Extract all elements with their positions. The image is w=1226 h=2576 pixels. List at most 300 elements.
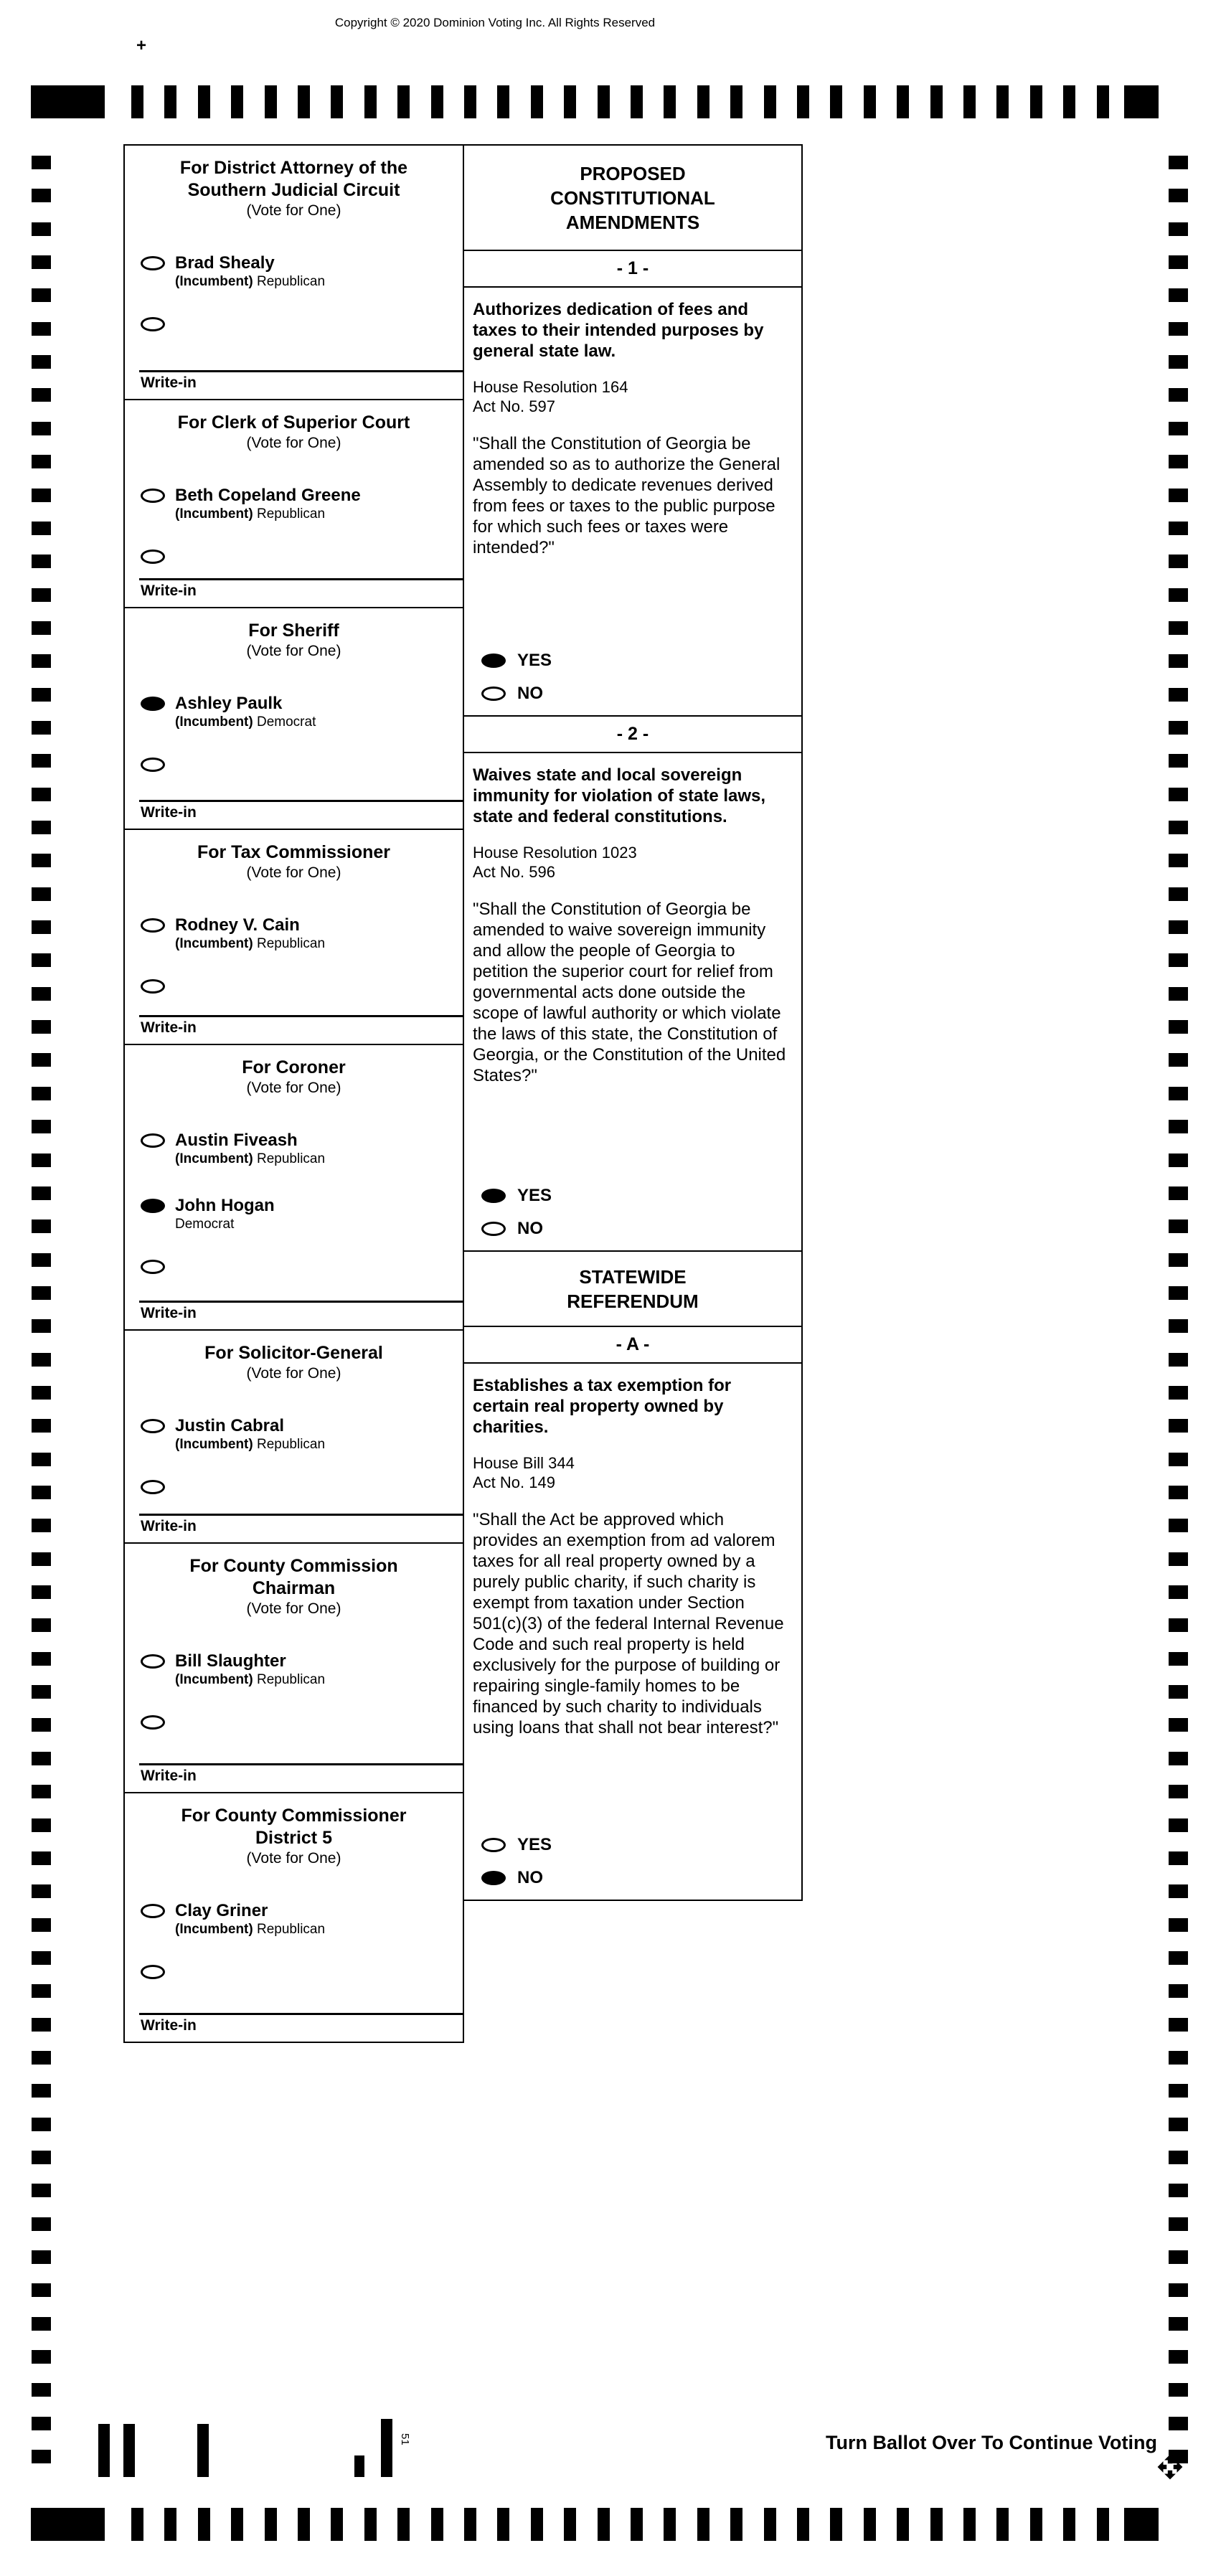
timing-mark — [32, 1153, 51, 1167]
timing-mark — [32, 854, 51, 867]
timing-mark — [32, 2283, 51, 2297]
timing-mark — [265, 2508, 277, 2541]
timing-mark — [1124, 85, 1159, 118]
write-in-oval[interactable] — [141, 1965, 165, 1979]
selection-oval[interactable] — [481, 1871, 506, 1885]
timing-mark — [1169, 953, 1188, 967]
measures-section-header — [464, 1252, 801, 1327]
timing-mark — [1169, 854, 1188, 867]
timing-mark — [32, 1286, 51, 1300]
measure-summary: Establishes a tax exemption for certain real property owned by charities. — [473, 1376, 732, 1437]
stub-mark — [381, 2419, 392, 2477]
measure-section — [464, 1327, 801, 1900]
party-label: Democrat — [257, 714, 316, 730]
candidate-name: Beth Copeland Greene — [175, 486, 361, 505]
timing-mark — [131, 2508, 143, 2541]
timing-mark — [1169, 222, 1188, 236]
candidate-name: Clay Griner — [175, 1901, 268, 1920]
timing-mark — [1169, 2450, 1188, 2463]
timing-mark — [1169, 2084, 1188, 2098]
reference-line: House Resolution 164 — [473, 378, 628, 396]
write-in-area[interactable] — [139, 1514, 463, 1542]
timing-mark — [32, 1652, 51, 1666]
candidate-detail — [175, 1151, 325, 1167]
timing-mark — [1169, 255, 1188, 269]
timing-mark — [32, 1685, 51, 1699]
selection-oval[interactable] — [481, 1838, 506, 1852]
timing-mark — [32, 788, 51, 801]
write-in-label: Write-in — [141, 374, 197, 391]
timing-mark — [32, 721, 51, 735]
turn-ballot-over-text: Turn Ballot Over To Continue Voting — [826, 2432, 1157, 2453]
write-in-oval[interactable] — [141, 1260, 165, 1274]
write-in-oval[interactable] — [141, 317, 165, 331]
stub-number: 51 — [399, 2433, 411, 2445]
incumbent-label: (Incumbent) — [175, 1437, 253, 1452]
contest-title — [125, 1544, 463, 1600]
reference-line: Act No. 596 — [473, 863, 555, 881]
timing-mark — [1169, 1552, 1188, 1566]
timing-mark — [1169, 156, 1188, 169]
candidate-info — [175, 1131, 325, 1167]
timing-mark — [364, 85, 377, 118]
timing-mark — [1169, 1286, 1188, 1300]
choice-row — [481, 651, 801, 671]
contest-title — [125, 1331, 463, 1364]
candidate-info — [175, 486, 361, 522]
timing-mark — [1169, 2184, 1188, 2197]
candidate-info — [175, 1196, 275, 1232]
timing-mark — [764, 85, 776, 118]
candidate-name: Ashley Paulk — [175, 694, 283, 713]
timing-mark — [1169, 1984, 1188, 1998]
selection-oval[interactable] — [141, 256, 165, 270]
contest-title-line: Southern Judicial Circuit — [187, 180, 400, 200]
party-label: Republican — [257, 936, 326, 951]
ballot-content — [123, 144, 803, 2043]
candidate-row — [141, 915, 463, 952]
candidate-row — [141, 253, 463, 290]
measures-column — [464, 144, 803, 1901]
timing-mark — [32, 2018, 51, 2032]
timing-mark — [32, 754, 51, 768]
timing-mark — [598, 85, 610, 118]
timing-mark — [32, 2417, 51, 2430]
timing-mark — [32, 489, 51, 502]
timing-mark — [32, 1552, 51, 1566]
candidate-name: John Hogan — [175, 1196, 275, 1215]
contest-title — [125, 1045, 463, 1079]
candidate-name: Austin Fiveash — [175, 1131, 298, 1150]
selection-oval[interactable] — [481, 1189, 506, 1203]
timing-mark — [631, 85, 643, 118]
timing-mark — [164, 85, 176, 118]
timing-mark — [1124, 2508, 1159, 2541]
candidate-row — [141, 1651, 463, 1688]
timing-mark — [1169, 2118, 1188, 2131]
measure-number: - 1 - — [464, 251, 801, 288]
measure-question: "Shall the Act be approved which provides an exemption from ad valorem taxes for all real property owned by a purely public charity, if such charity is exempt from taxation under Section 501(c)(3) of the federal Internal Revenue Code and such real property is held exclusively for the purpose of building or repairing single-family homes to be financed by such charity to individuals using loans that shall not bear interest?" — [473, 1510, 784, 1737]
candidate-info — [175, 1901, 325, 1938]
incumbent-label: (Incumbent) — [175, 1151, 253, 1166]
choice-row — [481, 684, 801, 704]
write-in-label: Write-in — [141, 1518, 197, 1534]
contest-box — [125, 1544, 463, 1793]
candidate-row — [141, 694, 463, 730]
timing-mark — [1063, 2508, 1075, 2541]
write-in-oval[interactable] — [141, 1715, 165, 1730]
timing-mark — [331, 85, 343, 118]
timing-mark — [32, 2184, 51, 2197]
candidate-info — [175, 253, 325, 290]
contest-box — [125, 1045, 463, 1331]
candidate-detail — [175, 1671, 325, 1688]
timing-mark — [1097, 2508, 1109, 2541]
timing-mark — [32, 1319, 51, 1333]
timing-mark — [32, 1851, 51, 1865]
timing-mark — [1169, 1618, 1188, 1632]
timing-mark — [1169, 1120, 1188, 1133]
measure-body — [464, 753, 801, 1086]
timing-mark — [1169, 821, 1188, 834]
candidate-name: Rodney V. Cain — [175, 915, 300, 935]
incumbent-label: (Incumbent) — [175, 714, 253, 730]
timing-mark — [963, 85, 976, 118]
contest-title-line: For Sheriff — [248, 621, 339, 641]
contest-title-line: For Tax Commissioner — [197, 842, 391, 862]
write-in-label: Write-in — [141, 582, 197, 599]
timing-mark — [1169, 1818, 1188, 1832]
timing-mark — [996, 2508, 1009, 2541]
candidate-row — [141, 1196, 463, 1232]
timing-mark — [298, 2508, 310, 2541]
measure-body — [464, 288, 801, 558]
write-in-area[interactable] — [139, 800, 463, 829]
candidate-info — [175, 694, 316, 730]
measures-section-header — [464, 146, 801, 251]
stub-mark — [354, 2455, 364, 2477]
candidate-info — [175, 1416, 325, 1453]
timing-mark — [32, 255, 51, 269]
timing-mark — [32, 2217, 51, 2231]
timing-mark — [32, 1486, 51, 1499]
timing-mark — [730, 85, 742, 118]
incumbent-label: (Incumbent) — [175, 1672, 253, 1687]
timing-mark — [864, 85, 876, 118]
incumbent-label: (Incumbent) — [175, 1922, 253, 1937]
timing-mark — [397, 2508, 410, 2541]
header-line: PROPOSED — [580, 162, 686, 184]
timing-mark — [32, 1186, 51, 1200]
timing-mark — [930, 2508, 943, 2541]
timing-mark — [697, 2508, 709, 2541]
choice-row — [481, 1835, 801, 1855]
timing-mark — [32, 920, 51, 934]
write-in-row — [141, 1962, 463, 1979]
timing-mark — [32, 2450, 51, 2463]
selection-oval[interactable] — [141, 489, 165, 503]
timing-mark — [32, 555, 51, 568]
timing-mark — [1169, 1486, 1188, 1499]
measure-reference — [473, 1453, 791, 1492]
timing-mark — [32, 1087, 51, 1100]
selection-oval[interactable] — [481, 1222, 506, 1236]
measure-reference — [473, 843, 791, 882]
timing-mark — [1169, 2350, 1188, 2364]
measure-choices — [464, 1822, 801, 1900]
timing-mark — [1169, 920, 1188, 934]
timing-mark — [32, 1253, 51, 1267]
vote-for-instruction: (Vote for One) — [246, 1850, 341, 1867]
incumbent-label: (Incumbent) — [175, 936, 253, 951]
vote-for-instruction: (Vote for One) — [246, 435, 341, 451]
timing-mark — [1169, 688, 1188, 702]
write-in-label: Write-in — [141, 1768, 197, 1784]
selection-oval[interactable] — [141, 1654, 165, 1669]
timing-mark — [1169, 1153, 1188, 1167]
contest-title-line: For County Commission — [189, 1556, 398, 1576]
reference-line: Act No. 149 — [473, 1473, 555, 1491]
timing-mark — [164, 2508, 176, 2541]
party-label: Republican — [257, 274, 326, 289]
timing-mark — [1169, 654, 1188, 668]
timing-mark — [497, 2508, 509, 2541]
write-in-area[interactable] — [139, 1301, 463, 1329]
selection-oval[interactable] — [141, 1133, 165, 1148]
write-in-label: Write-in — [141, 804, 197, 821]
timing-mark — [531, 85, 543, 118]
write-in-area[interactable] — [139, 1015, 463, 1044]
measure-section — [464, 251, 801, 717]
measure-number: - A - — [464, 1327, 801, 1364]
write-in-area[interactable] — [139, 1763, 463, 1792]
timing-mark — [397, 85, 410, 118]
timing-mark — [1169, 887, 1188, 901]
timing-mark — [1169, 1453, 1188, 1466]
timing-mark — [431, 2508, 443, 2541]
candidate-name: Justin Cabral — [175, 1416, 285, 1435]
vote-for-instruction: (Vote for One) — [246, 1080, 341, 1096]
write-in-label: Write-in — [141, 2017, 197, 2034]
choice-label: YES — [517, 1186, 552, 1205]
selection-oval[interactable] — [141, 1199, 165, 1213]
timing-mark — [1169, 987, 1188, 1001]
timing-mark — [32, 1020, 51, 1034]
timing-mark — [1169, 1685, 1188, 1699]
selection-oval[interactable] — [141, 1904, 165, 1918]
registration-plus-mark: + — [136, 36, 147, 55]
timing-mark — [797, 2508, 809, 2541]
candidate-info — [175, 1651, 325, 1688]
selection-oval[interactable] — [481, 687, 506, 701]
timing-mark — [32, 156, 51, 169]
timing-mark — [897, 85, 909, 118]
timing-mark — [1169, 1020, 1188, 1034]
contest-title-line: District 5 — [255, 1828, 332, 1848]
timing-mark — [32, 1585, 51, 1599]
measure-summary: Authorizes dedication of fees and taxes to their intended purposes by general state law. — [473, 300, 764, 361]
timing-mark — [764, 2508, 776, 2541]
timing-mark — [1169, 1353, 1188, 1367]
timing-mark — [1169, 489, 1188, 502]
vote-for-instruction: (Vote for One) — [246, 643, 341, 659]
timing-mark — [1169, 1386, 1188, 1400]
timing-mark — [32, 588, 51, 602]
timing-mark — [1169, 1752, 1188, 1765]
timing-mark — [32, 1752, 51, 1765]
write-in-oval[interactable] — [141, 758, 165, 772]
timing-mark — [198, 2508, 210, 2541]
timing-mark — [864, 2508, 876, 2541]
timing-mark — [1169, 1785, 1188, 1798]
candidate-name: Brad Shealy — [175, 253, 275, 273]
timing-mark — [231, 2508, 243, 2541]
timing-mark — [598, 2508, 610, 2541]
timing-mark — [1169, 288, 1188, 302]
timing-mark — [1169, 1219, 1188, 1233]
header-line: REFERENDUM — [567, 1290, 699, 1312]
timing-mark — [32, 654, 51, 668]
header-line: AMENDMENTS — [565, 211, 700, 233]
contest-box — [125, 146, 463, 400]
timing-mark — [1169, 754, 1188, 768]
candidate-detail — [175, 506, 361, 522]
candidate-row — [141, 1131, 463, 1167]
write-in-row — [141, 1477, 463, 1494]
contest-box — [125, 1331, 463, 1544]
timing-mark — [564, 2508, 576, 2541]
write-in-area[interactable] — [139, 2013, 463, 2042]
timing-mark — [1030, 2508, 1042, 2541]
timing-mark — [32, 953, 51, 967]
stub-mark — [123, 2424, 135, 2477]
timing-mark — [1169, 1918, 1188, 1932]
choice-label: NO — [517, 1219, 543, 1238]
header-line: STATEWIDE — [579, 1265, 687, 1288]
timing-mark — [32, 621, 51, 635]
timing-mark — [1169, 522, 1188, 535]
timing-mark — [1063, 85, 1075, 118]
candidate-row — [141, 486, 463, 522]
timing-mark — [497, 85, 509, 118]
timing-mark — [1169, 1851, 1188, 1865]
selection-oval[interactable] — [481, 654, 506, 668]
header-line: CONSTITUTIONAL — [550, 187, 715, 209]
timing-mark — [32, 422, 51, 435]
timing-mark — [32, 1818, 51, 1832]
write-in-row — [141, 976, 463, 994]
timing-mark — [32, 1386, 51, 1400]
contest-title — [125, 400, 463, 434]
write-in-oval[interactable] — [141, 1480, 165, 1494]
timing-mark — [32, 388, 51, 402]
contest-title — [125, 608, 463, 642]
timing-mark — [32, 2317, 51, 2331]
selection-oval[interactable] — [141, 697, 165, 711]
timing-mark — [1169, 588, 1188, 602]
timing-mark — [32, 1618, 51, 1632]
measure-question: "Shall the Constitution of Georgia be amended to waive sovereign immunity and allow the people of Georgia to petition the superior court for relief from governmental acts done outside the scope of lawful authority or which violate the laws of this state, the Constitution of Georgia, or the Constitution of the United States?" — [473, 900, 786, 1085]
timing-mark — [1169, 2250, 1188, 2264]
timing-mark — [897, 2508, 909, 2541]
stub-mark — [197, 2424, 209, 2477]
contest-box — [125, 830, 463, 1045]
selection-oval[interactable] — [141, 918, 165, 933]
timing-mark — [1169, 355, 1188, 369]
choice-label: YES — [517, 651, 552, 670]
timing-mark — [32, 1984, 51, 1998]
write-in-area[interactable] — [139, 370, 463, 399]
timing-mark — [1169, 2283, 1188, 2297]
candidate-detail — [175, 1216, 275, 1232]
timing-mark — [664, 2508, 676, 2541]
timing-mark — [32, 2151, 51, 2164]
timing-mark — [1169, 189, 1188, 202]
timing-mark — [1169, 788, 1188, 801]
measure-question: "Shall the Constitution of Georgia be amended so as to authorize the General Assembly to dedicate revenues derived from fees or taxes to the public purpose for which such fees or taxes were intended?" — [473, 434, 781, 557]
timing-mark — [32, 688, 51, 702]
timing-mark — [730, 2508, 742, 2541]
timing-mark — [32, 222, 51, 236]
choice-label: YES — [517, 1835, 552, 1854]
copyright-text: Copyright © 2020 Dominion Voting Inc. All Rights Reserved — [334, 16, 656, 29]
timing-mark — [32, 1785, 51, 1798]
timing-mark — [32, 2118, 51, 2131]
contest-title-line: For District Attorney of the — [179, 158, 408, 178]
timing-mark — [32, 189, 51, 202]
contest-title — [125, 1793, 463, 1849]
timing-mark — [1169, 1319, 1188, 1333]
measure-section — [464, 717, 801, 1252]
choice-row — [481, 1186, 801, 1206]
timing-mark — [1169, 388, 1188, 402]
timing-mark — [1169, 1519, 1188, 1532]
write-in-oval[interactable] — [141, 549, 165, 564]
candidate-detail — [175, 1921, 325, 1938]
candidate-row — [141, 1416, 463, 1453]
timing-mark — [32, 1120, 51, 1133]
contest-title — [125, 146, 463, 202]
write-in-oval[interactable] — [141, 979, 165, 994]
timing-mark — [797, 85, 809, 118]
selection-oval[interactable] — [141, 1419, 165, 1433]
timing-mark — [32, 522, 51, 535]
timing-mark — [131, 85, 143, 118]
timing-mark — [1169, 1585, 1188, 1599]
contests-column — [123, 144, 464, 2043]
contest-box — [125, 400, 463, 608]
timing-mark — [1169, 322, 1188, 336]
timing-mark — [664, 85, 676, 118]
write-in-row — [141, 755, 463, 772]
timing-mark — [1169, 1951, 1188, 1965]
measure-reference — [473, 377, 791, 416]
party-label: Democrat — [175, 1217, 235, 1232]
write-in-row — [141, 547, 463, 564]
timing-mark — [32, 1519, 51, 1532]
measure-choices — [464, 1173, 801, 1250]
party-label: Republican — [257, 506, 326, 522]
write-in-row — [141, 1712, 463, 1730]
write-in-area[interactable] — [139, 578, 463, 607]
timing-mark — [1169, 1087, 1188, 1100]
timing-mark — [531, 2508, 543, 2541]
reference-line: House Bill 344 — [473, 1454, 575, 1472]
timing-mark — [564, 85, 576, 118]
timing-mark — [1169, 2018, 1188, 2032]
timing-mark — [1169, 1652, 1188, 1666]
vote-for-instruction: (Vote for One) — [246, 202, 341, 219]
